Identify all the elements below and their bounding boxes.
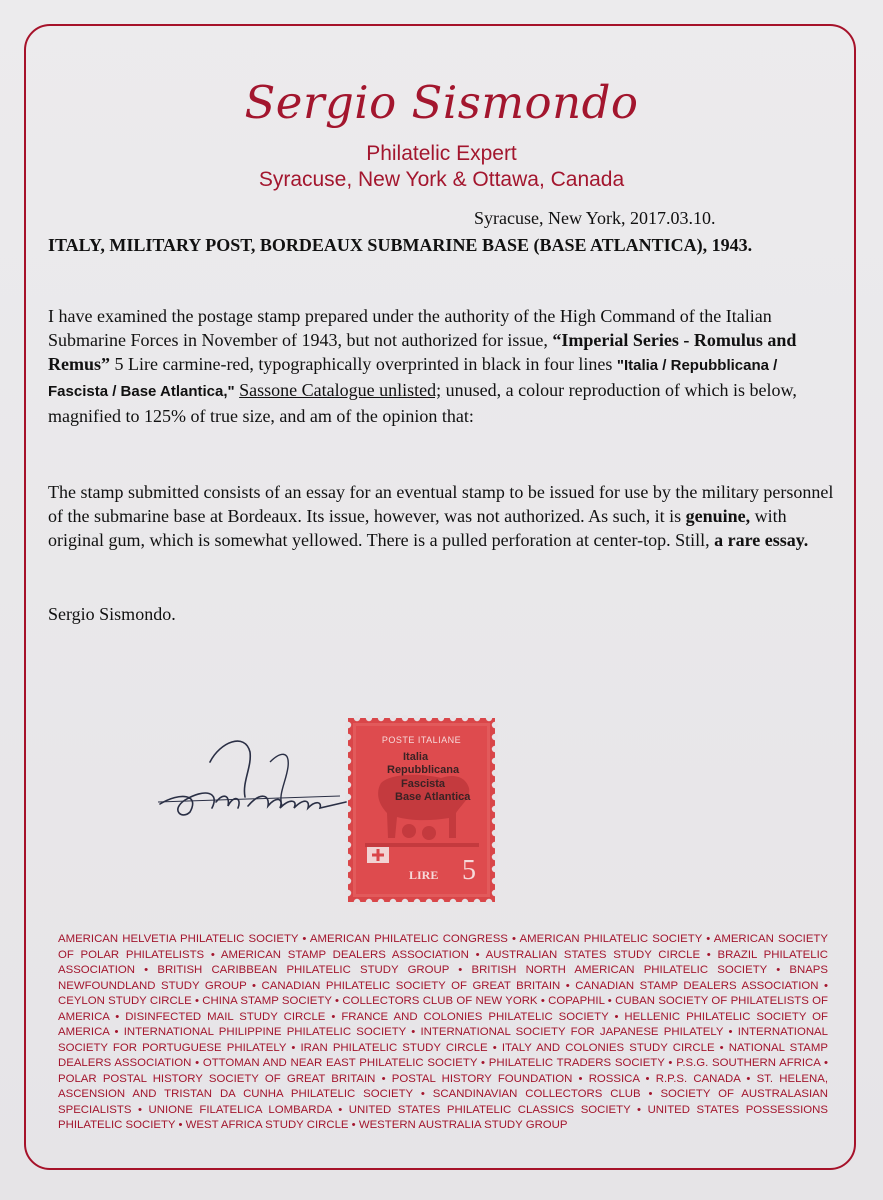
closing-name: Sergio Sismondo.: [48, 604, 176, 624]
p2-genuine: genuine,: [685, 506, 751, 526]
p1-overprint-text: "Italia / Repubblicana / Fascista / Base Atlantica,": [48, 357, 778, 400]
p1-catalogue-note: Sassone Catalogue unlisted;: [239, 380, 442, 400]
p2-text-a: The stamp submitted consists of an essay for an eventual stamp to be issued for use by the military personnel of the submarine base at Bordeaux. Its issue, however, was not authorized. As such, it is: [48, 482, 834, 526]
letterhead-location: Syracuse, New York & Ottawa, Canada: [258, 168, 625, 191]
overprint-line-1: Italia: [403, 751, 429, 763]
stamp-country-text: POSTE ITALIANE: [381, 735, 462, 745]
letterhead-title: Philatelic Expert: [366, 142, 517, 165]
handwritten-signature: [150, 722, 350, 822]
opinion-paragraph: [48, 480, 838, 552]
p1-series-name: “Imperial Series - Romulus and Remus”: [48, 330, 797, 374]
society-memberships: AMERICAN HELVETIA PHILATELIC SOCIETY • AMERICAN PHILATELIC CONGRESS • AMERICAN PHILATELIC SOCIETY • AMERICAN SOCIETY OF POLAR PHILATELISTS • AMERICAN STAMP DEALERS ASSOCIATION • AUSTRALIAN STATES STUDY CIRCLE • BRAZIL PHILATELIC ASSOCIATION • BRITISH CARIBBEAN PHILATELIC STUDY GROUP • BRITISH NORTH AMERICAN PHILATELIC SOCIETY • BNAPS NEWFOUNDLAND STUDY GROUP • CANADIAN PHILATELIC SOCIETY OF GREAT BRITAIN • CANADIAN STAMP DEALERS ASSOCIATION • CEYLON STUDY CIRCLE • CHINA STAMP SOCIETY • COLLECTORS CLUB OF NEW YORK • COPAPHIL • CUBAN SOCIETY OF PHILATELISTS OF AMERICA • DISINFECTED MAIL STUDY CIRCLE • FRANCE AND COLONIES PHILATELIC SOCIETY • HELLENIC PHILATELIC SOCIETY OF AMERICA • INTERNATIONAL PHILIPPINE PHILATELIC SOCIETY • INTERNATIONAL SOCIETY FOR JAPANESE PHILATELY • INTERNATIONAL SOCIETY FOR PORTUGUESE PHILATELY • IRAN PHILATELIC STUDY CIRCLE • ITALY AND COLONIES STUDY CIRCLE • NATIONAL STAMP DEALERS ASSOCIATION • OTTOMAN AND NEAR EAST PHILATELIC SOCIETY • PHILATELIC TRADERS SOCIETY • P.S.G. SOUTHERN AFRICA • POLAR POSTAL HISTORY SOCIETY OF GREAT BRITAIN • POSTAL HISTORY FOUNDATION • ROSSICA • R.P.S. CANADA • ST. HELENA, ASCENSION AND TRISTAN DA CUNHA PHILATELIC SOCIETY • SCANDINAVIAN COLLECTORS CLUB • SOCIETY OF AUSTRALASIAN SPECIALISTS • UNIONE FILATELICA LOMBARDA • UNITED STATES PHILATELIC CLASSICS SOCIETY • UNITED STATES POSSESSIONS PHILATELIC SOCIETY • WEST AFRICA STUDY CIRCLE • WESTERN AUSTRALIA STUDY GROUP: [58, 933, 828, 1131]
stamp-image: [345, 715, 498, 905]
certificate-heading: ITALY, MILITARY POST, BORDEAUX SUBMARINE BASE (BASE ATLANTICA), 1943.: [48, 235, 753, 255]
overprint-line-3: Fascista: [401, 778, 446, 790]
p1-text-a: I have examined the postage stamp prepared under the authority of the High Command of the Italian Submarine Forces in November of 1943, but not authorized for issue,: [48, 306, 772, 350]
p1-text-b: 5 Lire carmine-red, typographically overprinted in black in four lines: [110, 354, 617, 374]
stamp-currency: LIRE: [409, 868, 439, 882]
dateline: Syracuse, New York, 2017.03.10.: [474, 208, 716, 228]
overprint-line-2: Repubblicana: [387, 764, 460, 776]
p2-rare-essay: a rare essay.: [714, 530, 809, 550]
stamp-denomination: 5: [462, 855, 476, 886]
examination-paragraph: [48, 304, 838, 428]
stamp-design: [353, 723, 490, 897]
p1-text-c: unused, a colour reproduction of which is below, magnified to 125% of true size, and am of the opinion that:: [48, 380, 797, 426]
letterhead-name: Sergio Sismondo: [244, 76, 639, 129]
p2-text-b: with original gum, which is somewhat yellowed. There is a pulled perforation at center-top. Still,: [48, 506, 787, 550]
overprint-line-4: Base Atlantica: [395, 791, 471, 803]
